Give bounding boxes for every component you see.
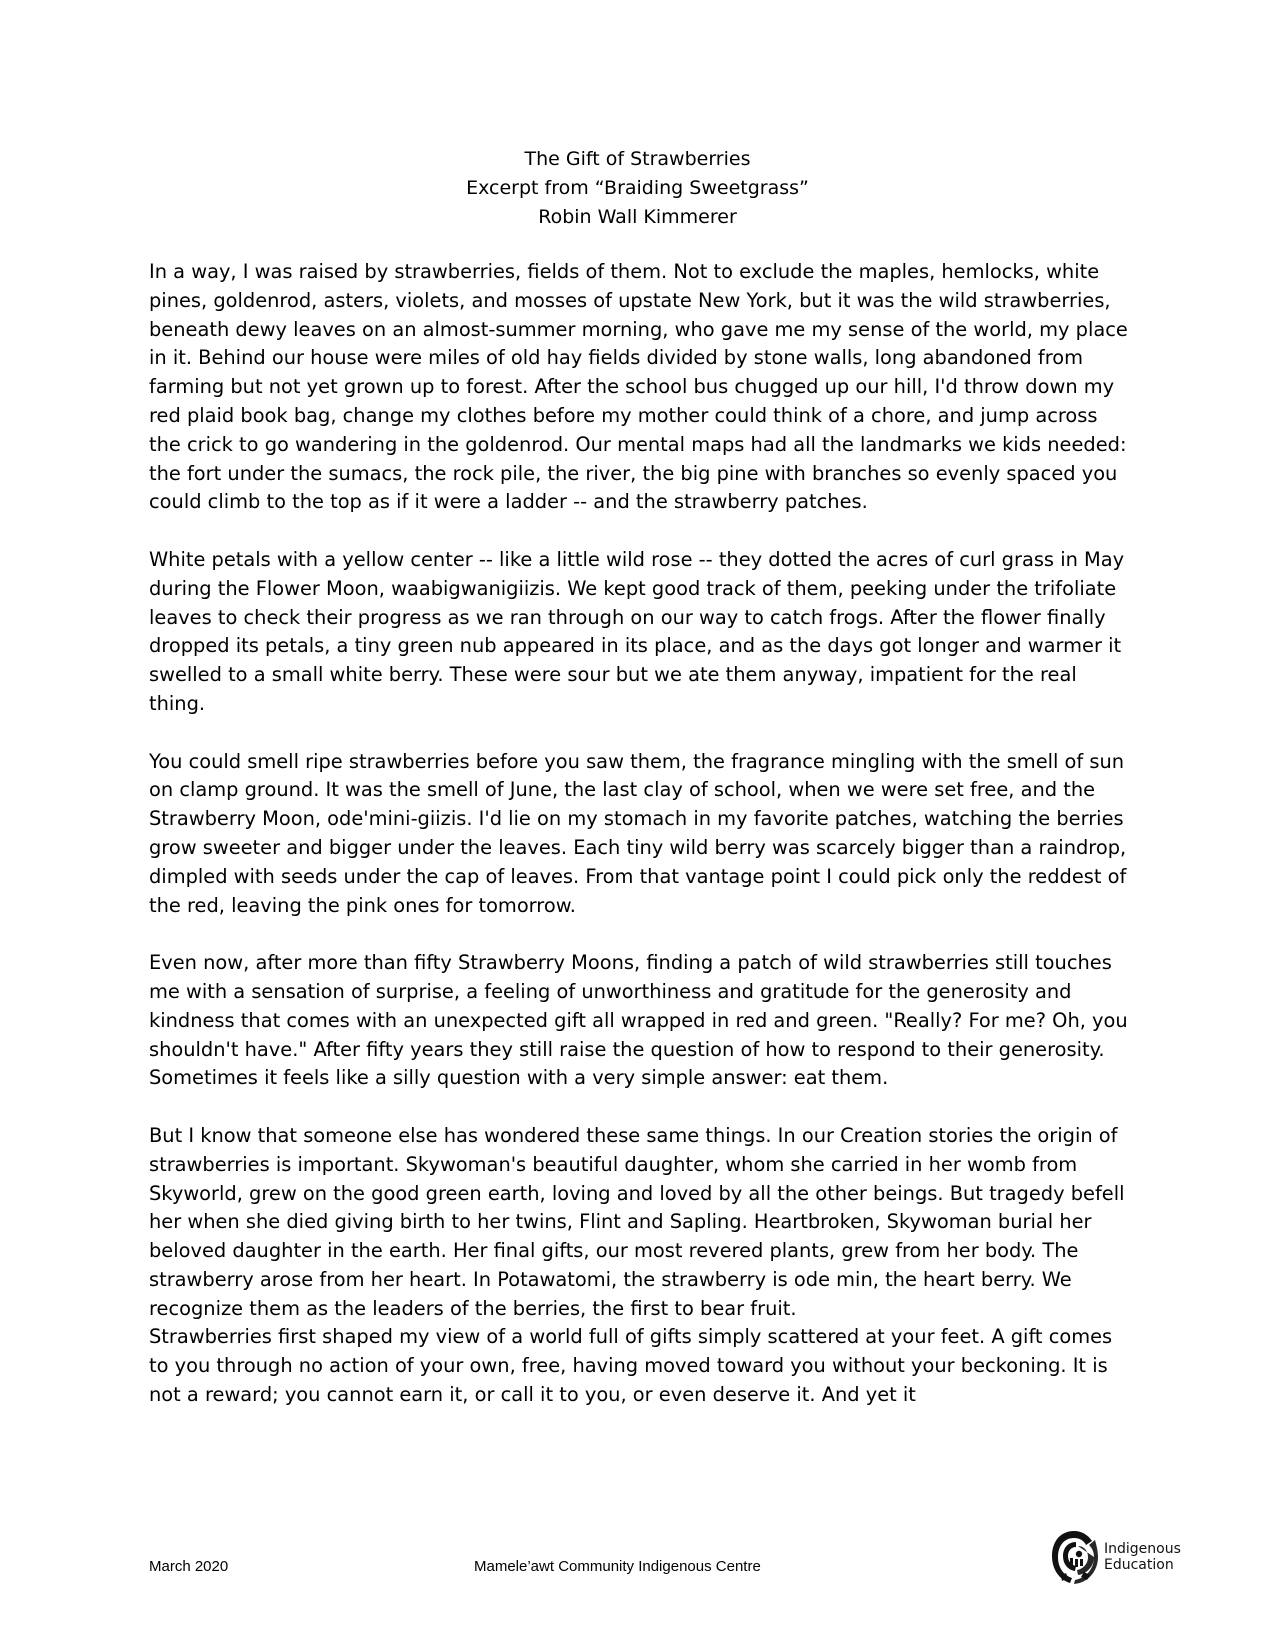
- paragraph-2: White petals with a yellow center -- like a little wild rose -- they dotted the acres of curl grass in May during the Flower Moon, waabigwanigiizis. We kept good track of them, peeking under the trifoliate leaves to check their progress as we ran through on our way to catch frogs. After the flower finally dropped its petals, a tiny green nub appeared in its place, and as the days got longer and warmer it swelled to a small white berry. These were sour but we ate them anyway, impatient for the real thing.: [149, 547, 1125, 715]
- footer-date: March 2020: [149, 1558, 229, 1575]
- indigenous-education-logo-icon: [1048, 1528, 1100, 1586]
- document-header: [0, 145, 1275, 232]
- paragraph-6: Strawberries first shaped my view of a world full of gifts simply scattered at your feet. A gift comes to you through no action of your own, free, having moved toward you without your beckoning. It is not a reward; you cannot earn it, or call it to you, or even deserve it. And yet it: [149, 1325, 1113, 1407]
- logo-text: [1104, 1541, 1181, 1573]
- indigenous-education-logo: [1048, 1528, 1181, 1586]
- document-title: The Gift of Strawberries: [524, 148, 751, 170]
- logo-text-line-2: Education: [1104, 1557, 1174, 1573]
- logo-text-line-1: Indigenous: [1104, 1541, 1181, 1557]
- paragraph-4: Even now, after more than fifty Strawberry Moons, finding a patch of wild strawberries still touches me with a sensation of surprise, a feeling of unworthiness and gratitude for the generosity and kindness that comes with an unexpected gift all wrapped in red and green. "Really? For me? Oh, you shouldn't have." After fifty years they still raise the question of how to respond to their generosity. Sometimes it feels like a silly question with a very simple answer: eat them.: [149, 951, 1128, 1090]
- paragraph-3: You could smell ripe strawberries before you saw them, the fragrance mingling with the smell of sun on clamp ground. It was the smell of June, the last clay of school, when we were set free, and the Strawberry Moon, ode'mini-giizis. I'd lie on my stomach in my favorite patches, watching the berries grow sweeter and bigger under the leaves. Each tiny wild berry was scarcely bigger than a raindrop, dimpled with seeds under the cap of leaves. From that vantage point I could pick only the reddest of the red, leaving the pink ones for tomorrow.: [149, 749, 1127, 917]
- document-author: Robin Wall Kimmerer: [538, 206, 737, 228]
- document-body: [149, 258, 1129, 1410]
- paragraph-1: In a way, I was raised by strawberries, fields of them. Not to exclude the maples, hemlocks, white pines, goldenrod, asters, violets, and mosses of upstate New York, but it was the wild strawberries, beneath dewy leaves on an almost-summer morning, who gave me my sense of the world, my place in it. Behind our house were miles of old hay fields divided by stone walls, long abandoned from farming but not yet grown up to forest. After the school bus chugged up our hill, I'd throw down my red plaid book bag, change my clothes before my mother could think of a chore, and jump across the crick to go wandering in the goldenrod. Our mental maps had all the landmarks we kids needed: the fort under the sumacs, the rock pile, the river, the big pine with branches so evenly spaced you could climb to the top as if it were a ladder -- and the strawberry patches.: [149, 260, 1128, 514]
- footer-organization: Mamele’awt Community Indigenous Centre: [474, 1558, 761, 1575]
- paragraph-5: But I know that someone else has wondered these same things. In our Creation stories the origin of strawberries is important. Skywoman's beautiful daughter, whom she carried in her womb from Skyworld, grew on the good green earth, loving and loved by all the other beings. But tragedy befell her when she died giving birth to her twins, Flint and Sapling. Heartbroken, Skywoman burial her beloved daughter in the earth. Her final gifts, our most revered plants, grew from her body. The strawberry arose from her heart. In Potawatomi, the strawberry is ode min, the heart berry. We recognize them as the leaders of the berries, the first to bear fruit.: [149, 1123, 1125, 1320]
- document-subtitle: Excerpt from “Braiding Sweetgrass”: [466, 177, 809, 199]
